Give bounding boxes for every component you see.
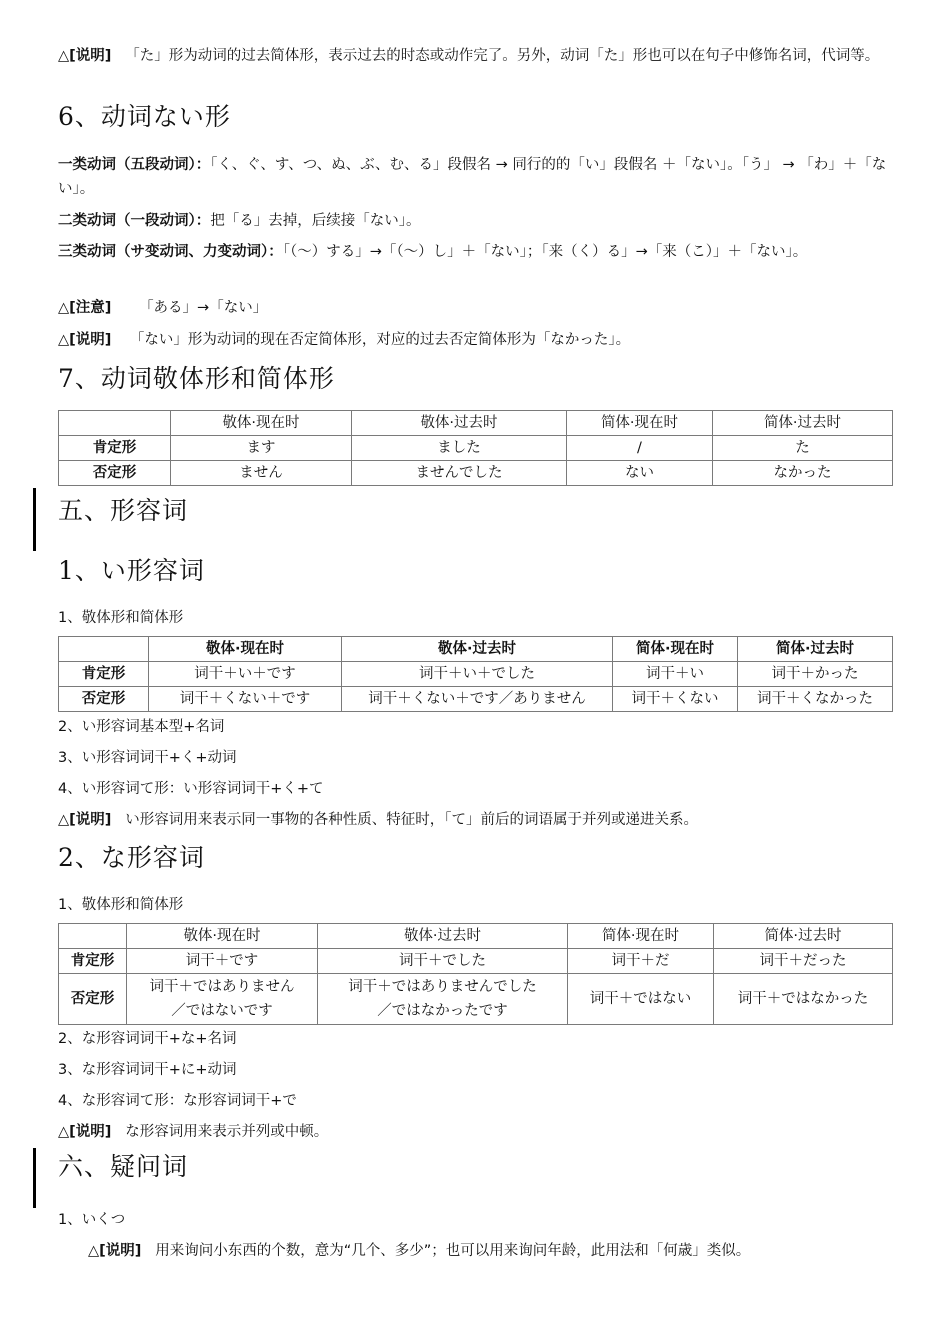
rule-text: 「く、ぐ、す、つ、ぬ、ぶ、む、る」段假名 → 同行的的「い」段假名 ＋「ない」。「う」 → 「わ」＋「ない」。 bbox=[58, 157, 887, 197]
table-header: 敬体·现在时 bbox=[127, 924, 318, 949]
table-header: 敬体·现在时 bbox=[149, 637, 342, 662]
row-label: 肯定形 bbox=[59, 949, 127, 974]
table-cell: 词干＋くない bbox=[613, 687, 738, 712]
list-item: 3、な形容词词干+に+动词 bbox=[58, 1062, 237, 1078]
rule-text: 把「る」去掉，后续接「ない」。 bbox=[210, 213, 421, 229]
note-text: 「ある」→「ない」 bbox=[139, 300, 268, 316]
explain-note bbox=[58, 808, 888, 832]
table-header-row bbox=[59, 411, 893, 436]
table-header: 敬体·过去时 bbox=[318, 924, 568, 949]
table-row bbox=[59, 436, 893, 461]
table-row bbox=[59, 687, 893, 712]
table-cell: ない bbox=[567, 461, 713, 486]
table-header bbox=[59, 411, 171, 436]
list-item: 1、いくつ bbox=[58, 1212, 126, 1228]
cell-line: 词干＋ではありませんでした bbox=[348, 979, 537, 995]
table-cell: 词干＋だ bbox=[568, 949, 714, 974]
rule-text: 「（～）する」→「（～）し」＋「ない」；「来（く）る」→「来（こ）」＋「ない」。 bbox=[282, 244, 808, 260]
chapter-6-title: 六、疑问词 bbox=[58, 1152, 189, 1181]
table-cell: 词干＋ではなかった bbox=[714, 974, 893, 1025]
table-cell bbox=[318, 974, 568, 1025]
cell-line: ／ではなかったです bbox=[377, 1003, 508, 1019]
table-header-row bbox=[59, 637, 893, 662]
table-row bbox=[59, 974, 893, 1025]
i-adjective-table bbox=[58, 636, 893, 712]
table-cell: 词干＋だった bbox=[714, 949, 893, 974]
table-row bbox=[59, 662, 893, 687]
note-prefix: △[说明] bbox=[58, 812, 112, 828]
table-cell: 词干＋くない＋です／ありません bbox=[342, 687, 613, 712]
note-text: 「ない」形为动词的现在否定简体形，对应的过去否定简体形为「なかった」。 bbox=[129, 332, 631, 348]
subsection-na-adjective-title: 2、な形容词 bbox=[58, 843, 205, 872]
table-cell: 词干＋い＋です bbox=[149, 662, 342, 687]
rule-type2 bbox=[58, 209, 888, 233]
table-row bbox=[59, 949, 893, 974]
rule-label: 一类动词（五段动词）： bbox=[58, 157, 211, 173]
table-cell: た bbox=[713, 436, 893, 461]
section-6-title: 6、动词ない形 bbox=[58, 102, 231, 131]
table-header: 简体·过去时 bbox=[738, 637, 893, 662]
table-header-row bbox=[59, 924, 893, 949]
verb-form-table bbox=[58, 410, 893, 486]
note-prefix: △[说明] bbox=[58, 48, 112, 64]
row-label: 肯定形 bbox=[59, 662, 149, 687]
table-header bbox=[59, 637, 149, 662]
note-text: 「た」形为动词的过去简体形，表示过去的时态或动作完了。另外，动词「た」形也可以在句子中修饰名词，代词等。 bbox=[125, 48, 880, 64]
note-prefix: △[说明] bbox=[88, 1243, 142, 1259]
table-cell: 词干＋かった bbox=[738, 662, 893, 687]
cell-line: ／ではないです bbox=[171, 1003, 273, 1019]
table-cell: ません bbox=[171, 461, 352, 486]
list-item: 2、な形容词词干+な+名词 bbox=[58, 1031, 237, 1047]
table-header: 简体·现在时 bbox=[613, 637, 738, 662]
rule-label: 三类动词（サ变动词、力变动词）： bbox=[58, 244, 283, 260]
table-cell: 词干＋ではない bbox=[568, 974, 714, 1025]
table-header: 简体·过去时 bbox=[713, 411, 893, 436]
rule-type3 bbox=[58, 240, 888, 264]
note-text: い形容词用来表示同一事物的各种性质、特征时，「て」前后的词语属于并列或递进关系。 bbox=[125, 812, 698, 828]
table-header: 简体·过去时 bbox=[714, 924, 893, 949]
na-adjective-table bbox=[58, 923, 893, 1025]
table-cell: 词干＋くない＋です bbox=[149, 687, 342, 712]
table-cell: / bbox=[567, 436, 713, 461]
explain-note bbox=[58, 1120, 888, 1144]
table-header: 简体·现在时 bbox=[567, 411, 713, 436]
table-cell: 词干＋い bbox=[613, 662, 738, 687]
chapter-marker-bar bbox=[33, 1148, 36, 1208]
list-item: 1、敬体形和简体形 bbox=[58, 610, 184, 626]
table-header: 敬体·过去时 bbox=[352, 411, 567, 436]
list-item: 4、い形容词て形：い形容词词干+く+て bbox=[58, 781, 324, 797]
table-cell: なかった bbox=[713, 461, 893, 486]
explain-note bbox=[58, 328, 888, 352]
rule-type1 bbox=[58, 153, 888, 201]
row-label: 否定形 bbox=[59, 974, 127, 1025]
note-text: 用来询问小东西的个数，意为“几个、多少”；也可以用来询问年龄，此用法和「何歳」类似。 bbox=[155, 1243, 751, 1259]
explain-note bbox=[88, 1239, 888, 1263]
chapter-5-title: 五、形容词 bbox=[58, 496, 189, 525]
table-cell: ませんでした bbox=[352, 461, 567, 486]
note-prefix: △[注意] bbox=[58, 300, 112, 316]
intro-note bbox=[58, 44, 888, 68]
table-header bbox=[59, 924, 127, 949]
section-7-title: 7、动词敬体形和简体形 bbox=[58, 364, 335, 393]
chapter-marker-bar bbox=[33, 488, 36, 551]
table-row bbox=[59, 461, 893, 486]
list-item: 1、敬体形和简体形 bbox=[58, 897, 184, 913]
list-item: 4、な形容词て形：な形容词词干+で bbox=[58, 1093, 297, 1109]
table-cell: 词干＋くなかった bbox=[738, 687, 893, 712]
attention-note bbox=[58, 296, 888, 320]
table-cell: ます bbox=[171, 436, 352, 461]
table-cell bbox=[127, 974, 318, 1025]
note-prefix: △[说明] bbox=[58, 1124, 112, 1140]
table-header: 简体·现在时 bbox=[568, 924, 714, 949]
table-header: 敬体·现在时 bbox=[171, 411, 352, 436]
note-text: な形容词用来表示并列或中顿。 bbox=[125, 1124, 329, 1140]
table-cell: 词干＋です bbox=[127, 949, 318, 974]
table-cell: 词干＋でした bbox=[318, 949, 568, 974]
note-prefix: △[说明] bbox=[58, 332, 112, 348]
list-item: 3、い形容词词干+く+动词 bbox=[58, 750, 237, 766]
table-cell: 词干＋い＋でした bbox=[342, 662, 613, 687]
cell-line: 词干＋ではありません bbox=[149, 979, 295, 995]
table-header: 敬体·过去时 bbox=[342, 637, 613, 662]
list-item: 2、い形容词基本型+名词 bbox=[58, 719, 225, 735]
row-label: 肯定形 bbox=[59, 436, 171, 461]
row-label: 否定形 bbox=[59, 687, 149, 712]
rule-label: 二类动词（一段动词）： bbox=[58, 213, 211, 229]
row-label: 否定形 bbox=[59, 461, 171, 486]
subsection-i-adjective-title: 1、い形容词 bbox=[58, 556, 205, 585]
table-cell: ました bbox=[352, 436, 567, 461]
